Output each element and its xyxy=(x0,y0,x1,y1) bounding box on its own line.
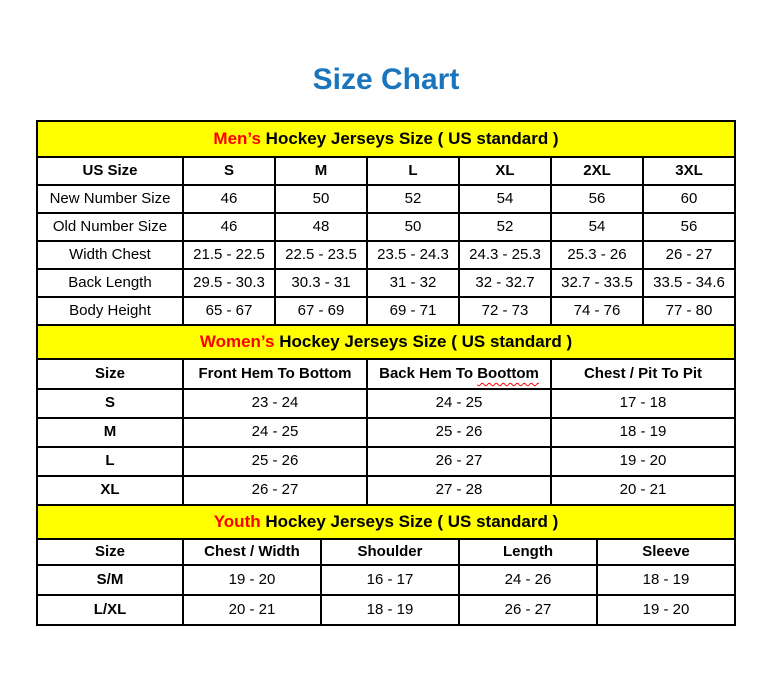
table-cell: 69 - 71 xyxy=(367,297,459,325)
table-cell: 54 xyxy=(459,185,551,213)
table-row xyxy=(37,447,735,476)
row-label: S/M xyxy=(37,565,183,595)
table-cell: 32 - 32.7 xyxy=(459,269,551,297)
womens-size-table xyxy=(36,324,736,506)
table-cell: 26 - 27 xyxy=(643,241,735,269)
table-cell: 26 - 27 xyxy=(183,476,367,505)
column-header: Size xyxy=(37,539,183,565)
table-cell: 31 - 32 xyxy=(367,269,459,297)
table-row xyxy=(37,595,735,625)
table-cell: 24.3 - 25.3 xyxy=(459,241,551,269)
row-label: Old Number Size xyxy=(37,213,183,241)
column-header: M xyxy=(275,157,367,185)
column-header: Size xyxy=(37,359,183,389)
table-cell: 56 xyxy=(643,213,735,241)
column-header: XL xyxy=(459,157,551,185)
table-cell: 17 - 18 xyxy=(551,389,735,418)
row-label: New Number Size xyxy=(37,185,183,213)
table-cell: 52 xyxy=(367,185,459,213)
table-row xyxy=(37,476,735,505)
table-row xyxy=(37,241,735,269)
table-cell: 56 xyxy=(551,185,643,213)
table-cell: 50 xyxy=(367,213,459,241)
table-cell: 25 - 26 xyxy=(183,447,367,476)
youth-band-highlight: Youth xyxy=(213,511,261,531)
column-header: Length xyxy=(459,539,597,565)
row-label: Body Height xyxy=(37,297,183,325)
table-cell: 32.7 - 33.5 xyxy=(551,269,643,297)
table-row xyxy=(37,213,735,241)
table-cell: 21.5 - 22.5 xyxy=(183,241,275,269)
row-label: M xyxy=(37,418,183,447)
table-cell: 50 xyxy=(275,185,367,213)
table-cell: 52 xyxy=(459,213,551,241)
womens-band-highlight: Women’s xyxy=(199,331,275,351)
column-header: Sleeve xyxy=(597,539,735,565)
table-cell: 60 xyxy=(643,185,735,213)
table-cell: 23.5 - 24.3 xyxy=(367,241,459,269)
column-header: Chest / Width xyxy=(183,539,321,565)
column-header: L xyxy=(367,157,459,185)
youth-header-row xyxy=(37,539,735,565)
table-row xyxy=(37,269,735,297)
table-row xyxy=(37,565,735,595)
mens-band-text: Hockey Jerseys Size ( US standard ) xyxy=(260,128,559,148)
youth-size-table xyxy=(36,504,736,626)
table-cell: 18 - 19 xyxy=(321,595,459,625)
mens-band-cell xyxy=(37,121,735,157)
tables-container xyxy=(36,120,736,626)
womens-band-cell xyxy=(37,325,735,359)
row-label: Width Chest xyxy=(37,241,183,269)
column-header: 3XL xyxy=(643,157,735,185)
table-cell: 46 xyxy=(183,185,275,213)
table-cell: 74 - 76 xyxy=(551,297,643,325)
table-cell: 19 - 20 xyxy=(551,447,735,476)
table-cell: 18 - 19 xyxy=(551,418,735,447)
row-label: S xyxy=(37,389,183,418)
table-cell: 77 - 80 xyxy=(643,297,735,325)
row-label: L xyxy=(37,447,183,476)
row-label: XL xyxy=(37,476,183,505)
row-label: L/XL xyxy=(37,595,183,625)
table-cell: 19 - 20 xyxy=(183,565,321,595)
youth-band-text: Hockey Jerseys Size ( US standard ) xyxy=(260,511,559,531)
table-cell: 65 - 67 xyxy=(183,297,275,325)
table-cell: 16 - 17 xyxy=(321,565,459,595)
table-row xyxy=(37,389,735,418)
mens-header-row xyxy=(37,157,735,185)
table-cell: 19 - 20 xyxy=(597,595,735,625)
youth-band-cell xyxy=(37,505,735,539)
table-cell: 24 - 25 xyxy=(183,418,367,447)
mens-title-band xyxy=(37,121,735,157)
table-cell: 22.5 - 23.5 xyxy=(275,241,367,269)
table-cell: 48 xyxy=(275,213,367,241)
table-row xyxy=(37,185,735,213)
table-row xyxy=(37,418,735,447)
table-cell: 25 - 26 xyxy=(367,418,551,447)
column-header: Front Hem To Bottom xyxy=(183,359,367,389)
table-row xyxy=(37,297,735,325)
table-cell: 20 - 21 xyxy=(183,595,321,625)
womens-band-text: Hockey Jerseys Size ( US standard ) xyxy=(274,331,573,351)
youth-title-band xyxy=(37,505,735,539)
mens-band-highlight: Men’s xyxy=(213,128,261,148)
table-cell: 67 - 69 xyxy=(275,297,367,325)
table-cell: 26 - 27 xyxy=(459,595,597,625)
womens-title-band xyxy=(37,325,735,359)
table-cell: 20 - 21 xyxy=(551,476,735,505)
column-header xyxy=(367,359,551,389)
table-cell: 26 - 27 xyxy=(367,447,551,476)
table-cell: 24 - 26 xyxy=(459,565,597,595)
table-cell: 54 xyxy=(551,213,643,241)
table-cell: 25.3 - 26 xyxy=(551,241,643,269)
table-cell: 72 - 73 xyxy=(459,297,551,325)
column-header-text: Back Hem To xyxy=(379,364,478,382)
table-cell: 27 - 28 xyxy=(367,476,551,505)
table-cell: 24 - 25 xyxy=(367,389,551,418)
table-cell: 23 - 24 xyxy=(183,389,367,418)
column-header: Shoulder xyxy=(321,539,459,565)
column-header: 2XL xyxy=(551,157,643,185)
table-cell: 18 - 19 xyxy=(597,565,735,595)
table-cell: 30.3 - 31 xyxy=(275,269,367,297)
womens-header-row xyxy=(37,359,735,389)
mens-size-table xyxy=(36,120,736,326)
column-header: Chest / Pit To Pit xyxy=(551,359,735,389)
column-header: US Size xyxy=(37,157,183,185)
table-cell: 46 xyxy=(183,213,275,241)
table-cell: 29.5 - 30.3 xyxy=(183,269,275,297)
table-cell: 33.5 - 34.6 xyxy=(643,269,735,297)
column-header: S xyxy=(183,157,275,185)
page-title: Size Chart xyxy=(312,63,460,96)
row-label: Back Length xyxy=(37,269,183,297)
misspelled-word: Boottom xyxy=(477,364,539,382)
